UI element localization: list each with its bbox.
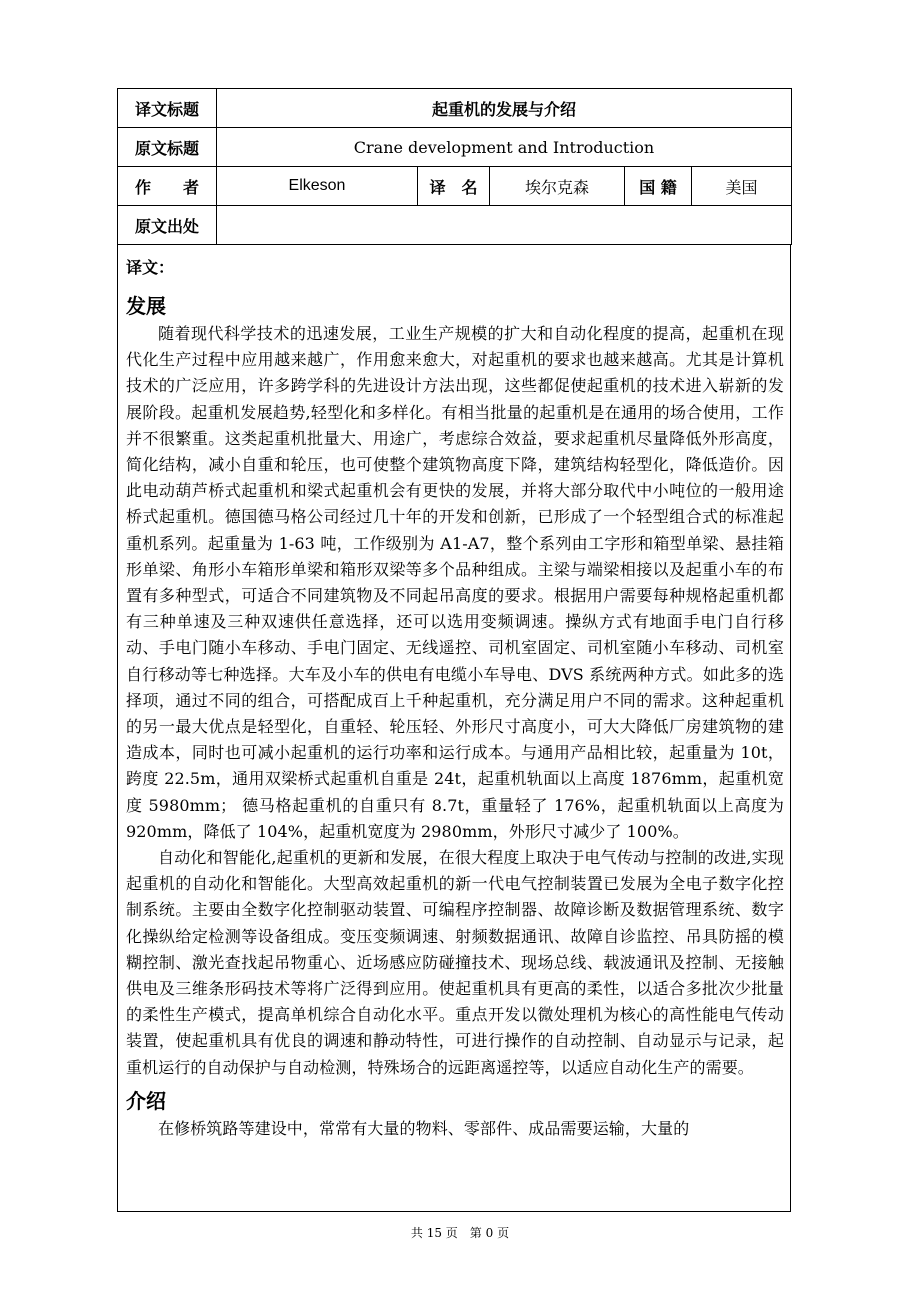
document-page xyxy=(117,88,791,1212)
metadata-table xyxy=(117,88,792,245)
paragraph-automation: 自动化和智能化,起重机的更新和发展，在很大程度上取决于电气传动与控制的改进,实现起重机的自动化和智能化。大型高效起重机的新一代电气控制装置已发展为全电子数字化控制系统。主要由全数字化控制驱动装置、可编程序控制器、故障诊断及数据管理系统、数字化操纵给定检测等设备组成。变压变频调速、射频数据通讯、故障自诊监控、吊具防摇的模糊控制、激光查找起吊物重心、近场感应防碰撞技术、现场总线、载波通讯及控制、无接触供电及三维条形码技术等将广泛得到应用。使起重机具有更高的柔性，以适合多批次少批量的柔性生产模式，提高单机综合自动化水平。重点开发以微处理机为核心的高性能电气传动装置，使起重机具有优良的调速和静动特性，可进行操作的自动控制、自动显示与记录，起重机运行的自动保护与自动检测，特殊场合的远距离遥控等，以适应自动化生产的需要。 xyxy=(126,848,784,1077)
original-title: Crane development and Introduction xyxy=(217,128,792,167)
paragraph-introduction: 在修桥筑路等建设中，常常有大量的物料、零部件、成品需要运输，大量的 xyxy=(158,1118,690,1138)
translation-label: 译文： xyxy=(126,258,175,277)
heading-introduction: 介绍 xyxy=(126,1088,166,1113)
paragraph-development: 随着现代科学技术的迅速发展，工业生产规模的扩大和自动化程度的提高，起重机在现代化生产过程中应用越来越广，作用愈来愈大，对起重机的要求也越来越高。尤其是计算机技术的广泛应用，许多跨学科的先进设计方法出现，这些都促使起重机的技术进入崭新的发展阶段。起重机发展趋势,轻型化和多样化。有相当批量的起重机是在通用的场合使用，工作并不很繁重。这类起重机批量大、用途广，考虑综合效益，要求起重机尽量降低外形高度，简化结构，减小自重和轮压，也可使整个建筑物高度下降，建筑结构轻型化，降低造价。因此电动葫芦桥式起重机和梁式起重机会有更快的发展，并将大部分取代中小吨位的一般用途桥式起重机。德国德马格公司经过几十年的开发和创新，已形成了一个轻型组合式的标准起重机系列。起重量为 1-63 吨，工作级别为 A1-A7，整个系列由工字形和箱型单梁、悬挂箱形单梁、角形小车箱形单梁和箱形双梁等多个品种组成。主梁与端梁相接以及起重小车的布置有多种型式，可适合不同建筑物及不同起吊高度的要求。根据用户需要每种规格起重机都有三种单速及三种双速供任意选择，还可以选用变频调速。操纵方式有地面手电门自行移动、手电门随小车移动、手电门固定、无线遥控、司机室固定、司机室随小车移动、司机室自行移动等七种选择。大车及小车的供电有电缆小车导电、DVS 系统两种方式。如此多的选择项，通过不同的组合，可搭配成百上千种起重机，充分满足用户不同的需求。这种起重机的另一最大优点是轻型化，自重轻、轮压轻、外形尺寸高度小，可大大降低厂房建筑物的建造成本，同时也可减小起重机的运行功率和运行成本。与通用产品相比较，起重量为 10t，跨度 22.5m，通用双梁桥式起重机自重是 24t，起重机轨面以上高度 1876mm，起重机宽度 5980mm； 德马格起重机的自重只有 8.7t，重量轻了 176%，起重机轨面以上高度为 920mm，降低了 104%，起重机宽度为 2980mm，外形尺寸减少了 100%。 xyxy=(126,324,784,841)
nationality: 美国 xyxy=(692,167,792,206)
source-value xyxy=(217,206,792,245)
label-original-title: 原文标题 xyxy=(118,128,217,167)
label-source: 原文出处 xyxy=(118,206,217,245)
translated-name: 埃尔克森 xyxy=(490,167,625,206)
label-author: 作 者 xyxy=(118,167,217,206)
author-name: Elkeson xyxy=(217,167,418,206)
label-nationality: 国 籍 xyxy=(625,167,692,206)
translation-body xyxy=(117,245,791,1212)
heading-development: 发展 xyxy=(126,294,166,318)
page-footer: 共 15 页 第 0 页 xyxy=(410,1226,510,1240)
label-translated-name: 译 名 xyxy=(418,167,490,206)
label-translated-title: 译文标题 xyxy=(118,89,217,128)
translated-title: 起重机的发展与介绍 xyxy=(217,89,792,128)
